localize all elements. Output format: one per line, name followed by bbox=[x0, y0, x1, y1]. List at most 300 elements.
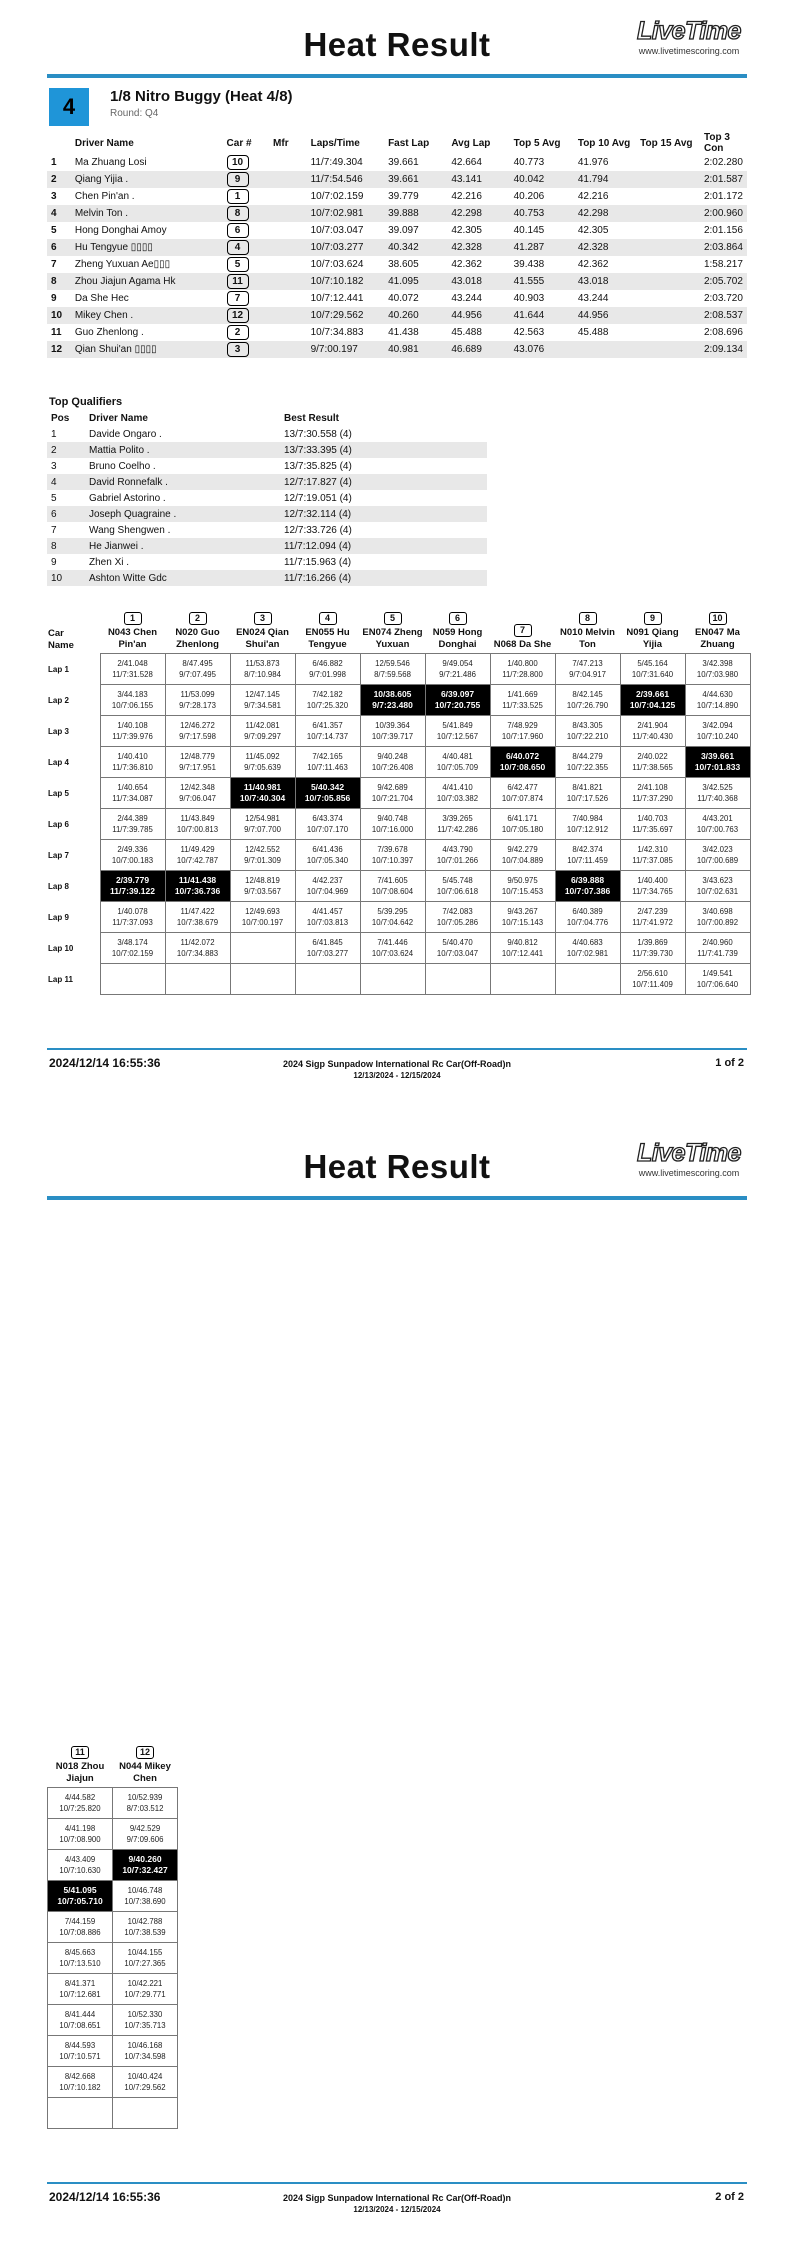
lap-position-time: 1/40.078 bbox=[117, 907, 148, 916]
lap-cell bbox=[425, 654, 490, 685]
lap-cell bbox=[620, 716, 685, 747]
car-driver-name: EN074 Zheng Yuxuan bbox=[362, 627, 423, 650]
lap-position-time: 6/39.097 bbox=[440, 689, 475, 699]
lap-cell bbox=[113, 1881, 178, 1912]
car-number-badge: 12 bbox=[136, 1746, 154, 1759]
top-qualifier-pos: 6 bbox=[47, 506, 85, 522]
lap-running-total: 11/7:28.800 bbox=[502, 670, 543, 679]
results-cell-top10: 42.305 bbox=[577, 225, 609, 236]
lap-cell bbox=[165, 778, 230, 809]
results-cell-pos: 1 bbox=[51, 157, 57, 168]
lap-cell bbox=[295, 964, 360, 995]
lap-position-time: 11/41.438 bbox=[178, 875, 217, 885]
lap-position-time: 4/44.630 bbox=[702, 690, 733, 699]
top-qualifier-best: 11/7:16.266 (4) bbox=[280, 570, 487, 586]
lap-cell bbox=[425, 902, 490, 933]
results-cell-top3con: 2:01.156 bbox=[703, 225, 743, 236]
lap-cell bbox=[490, 716, 555, 747]
lap-cell bbox=[685, 933, 750, 964]
top-qualifier-driver: David Ronnefalk . bbox=[85, 474, 280, 490]
results-cell-top3con: 2:03.864 bbox=[700, 239, 747, 256]
top-qualifier-row bbox=[47, 474, 487, 490]
logo-url: www.livetimescoring.com bbox=[638, 1168, 740, 1178]
lap-cell bbox=[425, 871, 490, 902]
car-number-badge: 9 bbox=[227, 172, 249, 187]
lap-running-total: 10/7:34.598 bbox=[124, 2052, 166, 2061]
results-cell-pos: 4 bbox=[47, 205, 71, 222]
results-cell-top5: 42.563 bbox=[513, 327, 545, 338]
results-cell-top5: 40.145 bbox=[513, 225, 545, 236]
lap-cell bbox=[113, 2098, 178, 2129]
lap-running-total: 11/7:37.290 bbox=[632, 794, 673, 803]
lap-times-table bbox=[47, 612, 751, 995]
results-cell-top3con: 2:02.280 bbox=[703, 157, 743, 168]
lap-position-time: 4/43.409 bbox=[64, 1855, 96, 1864]
lap-position-time: 11/40.981 bbox=[243, 782, 282, 792]
lap-running-total: 10/7:00.689 bbox=[696, 856, 739, 865]
lap-position-time: 6/42.477 bbox=[507, 783, 538, 792]
results-cell-top3con: 2:03.720 bbox=[703, 293, 743, 304]
lap-running-total: 10/7:04.125 bbox=[629, 700, 676, 710]
top-qualifier-driver: Ashton Witte Gdc bbox=[85, 570, 280, 586]
lap-row bbox=[47, 685, 750, 716]
lap-running-total: 10/7:32.427 bbox=[122, 1865, 168, 1875]
car-number-badge: 9 bbox=[644, 612, 662, 625]
lap-cell bbox=[295, 654, 360, 685]
lap-cell bbox=[48, 1974, 113, 2005]
lap-running-total: 9/7:17.951 bbox=[179, 763, 216, 772]
lap-position-time: 12/48.779 bbox=[180, 752, 215, 761]
lap-row bbox=[48, 1943, 178, 1974]
lap-position-time: 3/39.265 bbox=[442, 814, 473, 823]
top-qualifier-row bbox=[47, 570, 487, 586]
car-driver-name: EN055 Hu Tengyue bbox=[305, 627, 350, 650]
lap-cell bbox=[360, 933, 425, 964]
lap-cell bbox=[113, 1912, 178, 1943]
top-qualifier-driver: Bruno Coelho . bbox=[89, 460, 156, 472]
header-rule bbox=[47, 74, 747, 78]
lap-position-time: 3/42.398 bbox=[702, 659, 733, 668]
results-cell-top10: 42.328 bbox=[574, 239, 636, 256]
lap-running-total: 11/7:37.093 bbox=[112, 918, 153, 927]
car-number-badge: 8 bbox=[227, 206, 249, 221]
lap-cell bbox=[48, 2098, 113, 2129]
lap-running-total: 10/7:38.690 bbox=[124, 1897, 166, 1906]
lap-running-total: 10/7:21.704 bbox=[371, 794, 414, 803]
lap-header-row bbox=[47, 612, 750, 654]
lap-cell bbox=[295, 871, 360, 902]
lap-running-total: 11/7:42.286 bbox=[437, 825, 478, 834]
lap-cell bbox=[555, 933, 620, 964]
lap-cell bbox=[360, 840, 425, 871]
results-cell-top3con: 2:08.537 bbox=[700, 307, 747, 324]
lap-cell bbox=[100, 902, 165, 933]
lap-running-total: 10/7:00.813 bbox=[176, 825, 219, 834]
lap-label: Lap 7 bbox=[48, 850, 69, 860]
lap-cell bbox=[295, 902, 360, 933]
lap-position-time: 8/45.663 bbox=[64, 1948, 96, 1957]
results-cell-fast-lap: 38.605 bbox=[388, 259, 419, 270]
lap-running-total: 11/7:38.565 bbox=[632, 763, 673, 772]
lap-label: Lap 6 bbox=[48, 819, 69, 829]
lap-cell bbox=[100, 778, 165, 809]
results-cell-car bbox=[223, 154, 270, 171]
lap-position-time: 10/52.330 bbox=[127, 2010, 163, 2019]
results-cell-fast-lap: 39.779 bbox=[388, 191, 419, 202]
results-cell-laps-time: 10/7:02.159 bbox=[310, 191, 364, 202]
lap-cell bbox=[555, 716, 620, 747]
lap-cell bbox=[555, 840, 620, 871]
car-driver-name: N068 Da She bbox=[493, 639, 552, 650]
results-row bbox=[47, 154, 747, 171]
lap-position-time: 2/40.022 bbox=[637, 752, 668, 761]
car-number-badge: 3 bbox=[227, 342, 249, 357]
lap-cell bbox=[100, 716, 165, 747]
results-cell-fast-lap: 39.888 bbox=[384, 205, 447, 222]
lap-running-total: 10/7:11.459 bbox=[567, 856, 608, 865]
lap-cell bbox=[230, 964, 295, 995]
lap-position-time: 2/49.336 bbox=[117, 845, 148, 854]
results-cell-pos: 6 bbox=[47, 239, 71, 256]
lap-running-total: 10/7:14.737 bbox=[306, 732, 349, 741]
lap-running-total: 10/7:36.736 bbox=[174, 886, 221, 896]
lap-running-total: 10/7:15.143 bbox=[501, 918, 544, 927]
lap-running-total: 10/7:06.640 bbox=[696, 980, 739, 989]
lap-position-time: 1/40.410 bbox=[117, 752, 148, 761]
lap-cell bbox=[48, 2036, 113, 2067]
page-number: 1 of 2 bbox=[715, 1057, 744, 1069]
lap-position-time: 3/44.183 bbox=[117, 690, 148, 699]
top-qualifier-row bbox=[47, 538, 487, 554]
lap-running-total: 9/7:06.047 bbox=[179, 794, 216, 803]
lap-running-total: 11/7:33.525 bbox=[502, 701, 543, 710]
top-qualifier-best: 13/7:30.558 (4) bbox=[284, 428, 352, 440]
lap-position-time: 5/40.470 bbox=[442, 938, 473, 947]
lap-position-time: 7/39.678 bbox=[377, 845, 408, 854]
lap-cell bbox=[165, 716, 230, 747]
lap-position-time: 9/43.267 bbox=[507, 907, 538, 916]
lap-row bbox=[47, 964, 750, 995]
car-column-header bbox=[113, 1746, 178, 1788]
lap-position-time: 9/42.689 bbox=[377, 783, 408, 792]
results-cell-fast-lap: 41.095 bbox=[384, 273, 447, 290]
lap-position-time: 10/46.748 bbox=[127, 1886, 163, 1895]
top-qualifier-pos: 1 bbox=[51, 428, 57, 440]
top-qualifier-pos: 4 bbox=[47, 474, 85, 490]
lap-row bbox=[48, 1881, 178, 1912]
lap-row bbox=[48, 1819, 178, 1850]
results-cell-car bbox=[223, 222, 270, 239]
lap-position-time: 12/49.693 bbox=[245, 907, 280, 916]
lap-running-total: 11/7:39.730 bbox=[632, 949, 673, 958]
results-column-header: Car # bbox=[226, 137, 252, 149]
event-dates: 12/13/2024 - 12/15/2024 bbox=[353, 2205, 441, 2214]
lap-cell bbox=[425, 685, 490, 716]
lap-cell bbox=[360, 685, 425, 716]
results-cell-driver: Zhou Jiajun Agama Hk bbox=[71, 273, 223, 290]
results-column-header bbox=[47, 132, 71, 154]
lap-cell bbox=[48, 1912, 113, 1943]
results-cell-car bbox=[223, 341, 270, 358]
results-cell-pos: 5 bbox=[51, 225, 57, 236]
lap-running-total: 10/7:00.197 bbox=[241, 918, 284, 927]
top-qualifier-best: 13/7:33.395 (4) bbox=[280, 442, 487, 458]
results-cell-top15 bbox=[636, 171, 700, 188]
page-title: Heat Result bbox=[303, 1148, 491, 1185]
car-column-header bbox=[165, 612, 230, 654]
lap-position-time: 7/42.165 bbox=[312, 752, 343, 761]
lap-running-total: 9/7:34.581 bbox=[244, 701, 281, 710]
top-qualifier-pos: 7 bbox=[51, 524, 57, 536]
results-column-header: Top 5 Avg bbox=[513, 137, 561, 149]
lap-cell bbox=[295, 933, 360, 964]
results-cell-top15 bbox=[636, 341, 700, 358]
results-cell-top10: 44.956 bbox=[574, 307, 636, 324]
lap-running-total: 10/7:04.642 bbox=[371, 918, 414, 927]
lap-running-total: 11/7:39.976 bbox=[112, 732, 153, 741]
lap-position-time: 8/42.668 bbox=[64, 2072, 96, 2081]
results-cell-fast-lap: 39.661 bbox=[388, 157, 419, 168]
top-qualifiers-column-header: Best Result bbox=[284, 413, 340, 424]
results-cell-pos: 3 bbox=[51, 191, 57, 202]
car-number-badge: 6 bbox=[227, 223, 249, 238]
lap-running-total: 10/7:22.210 bbox=[566, 732, 609, 741]
lap-running-total: 9/7:21.486 bbox=[439, 670, 476, 679]
results-cell-driver: Hu Tengyue ▯▯▯▯ bbox=[71, 239, 223, 256]
lap-cell bbox=[360, 964, 425, 995]
lap-running-total: 10/7:07.874 bbox=[501, 794, 544, 803]
top-qualifier-row bbox=[47, 522, 487, 538]
results-row bbox=[47, 188, 747, 205]
lap-running-total: 10/7:04.969 bbox=[306, 887, 349, 896]
lap-cell bbox=[230, 840, 295, 871]
results-cell-top5: 40.753 bbox=[510, 205, 574, 222]
lap-position-time: 11/45.092 bbox=[245, 752, 280, 761]
lap-cell bbox=[295, 778, 360, 809]
lap-position-time: 1/49.541 bbox=[702, 969, 733, 978]
lap-cell bbox=[685, 902, 750, 933]
lap-position-time: 4/40.481 bbox=[442, 752, 473, 761]
results-cell-car bbox=[223, 188, 270, 205]
lap-row bbox=[48, 2036, 178, 2067]
results-cell-top5: 41.555 bbox=[510, 273, 574, 290]
lap-position-time: 12/42.348 bbox=[180, 783, 215, 792]
car-driver-name: N020 Guo Zhenlong bbox=[175, 627, 220, 650]
lap-cell bbox=[490, 871, 555, 902]
lap-cell bbox=[685, 871, 750, 902]
lap-running-total: 11/7:36.810 bbox=[112, 763, 153, 772]
lap-cell bbox=[230, 809, 295, 840]
lap-cell bbox=[620, 778, 685, 809]
results-cell-top10: 41.794 bbox=[574, 171, 636, 188]
lap-running-total: 10/7:03.813 bbox=[306, 918, 349, 927]
results-cell-car bbox=[223, 273, 270, 290]
lap-running-total: 9/7:09.297 bbox=[244, 732, 281, 741]
lap-cell bbox=[295, 809, 360, 840]
lap-position-time: 7/48.929 bbox=[507, 721, 538, 730]
lap-position-time: 7/42.083 bbox=[442, 907, 473, 916]
lap-running-total: 11/7:40.368 bbox=[697, 794, 738, 803]
lap-running-total: 11/7:40.430 bbox=[632, 732, 673, 741]
results-cell-top5: 40.042 bbox=[510, 171, 574, 188]
lap-cell bbox=[490, 747, 555, 778]
lap-running-total: 10/7:03.624 bbox=[371, 949, 414, 958]
lap-cell bbox=[165, 840, 230, 871]
lap-position-time: 12/46.272 bbox=[180, 721, 215, 730]
lap-running-total: 10/7:25.820 bbox=[59, 1804, 101, 1813]
lap-cell bbox=[165, 809, 230, 840]
lap-cell bbox=[620, 654, 685, 685]
lap-cell bbox=[685, 685, 750, 716]
footer-event bbox=[0, 1059, 794, 1080]
results-cell-top3con: 2:09.134 bbox=[700, 341, 747, 358]
lap-running-total: 10/7:10.182 bbox=[59, 2083, 101, 2092]
lap-row bbox=[47, 840, 750, 871]
lap-running-total: 10/7:05.709 bbox=[436, 763, 479, 772]
lap-cell bbox=[230, 778, 295, 809]
lap-cell bbox=[555, 685, 620, 716]
lap-position-time: 9/40.248 bbox=[377, 752, 408, 761]
lap-running-total: 10/7:08.651 bbox=[59, 2021, 101, 2030]
lap-running-total: 9/7:17.598 bbox=[179, 732, 216, 741]
event-name: 2024 Sigp Sunpadow International Rc Car(Off-Road)n bbox=[282, 2193, 512, 2203]
car-number-badge: 4 bbox=[227, 240, 249, 255]
lap-cell bbox=[295, 685, 360, 716]
top-qualifier-driver: Gabriel Astorino . bbox=[89, 492, 166, 504]
results-cell-top15 bbox=[636, 239, 700, 256]
lap-position-time: 8/41.821 bbox=[572, 783, 603, 792]
results-column-header: Mfr bbox=[273, 137, 289, 149]
results-cell-laps-time: 10/7:29.562 bbox=[307, 307, 384, 324]
lap-position-time: 10/42.221 bbox=[127, 1979, 163, 1988]
lap-running-total: 10/7:12.441 bbox=[501, 949, 544, 958]
lap-running-total: 9/7:05.639 bbox=[244, 763, 281, 772]
lap-running-total: 10/7:16.000 bbox=[371, 825, 414, 834]
lap-running-total: 10/7:02.631 bbox=[696, 887, 739, 896]
lap-position-time: 1/40.703 bbox=[637, 814, 668, 823]
lap-cell bbox=[100, 654, 165, 685]
lap-cell bbox=[425, 840, 490, 871]
lap-running-total: 10/7:06.155 bbox=[111, 701, 154, 710]
lap-cell bbox=[555, 778, 620, 809]
lap-running-total: 10/7:39.717 bbox=[371, 732, 414, 741]
results-cell-top15 bbox=[636, 154, 700, 171]
lap-cell bbox=[555, 964, 620, 995]
results-cell-car bbox=[223, 256, 270, 273]
lap-running-total: 10/7:02.159 bbox=[111, 949, 154, 958]
lap-running-total: 10/7:13.510 bbox=[59, 1959, 101, 1968]
lap-running-total: 10/7:29.771 bbox=[124, 1990, 166, 1999]
car-driver-name: N043 Chen Pin'an bbox=[107, 627, 158, 650]
car-number-badge: 11 bbox=[227, 274, 249, 289]
lap-cell bbox=[425, 747, 490, 778]
lap-position-time: 1/41.669 bbox=[507, 690, 538, 699]
lap-position-time: 11/47.422 bbox=[180, 907, 215, 916]
results-cell-fast-lap: 39.661 bbox=[384, 171, 447, 188]
results-cell-top15 bbox=[636, 290, 700, 307]
results-cell-mfr bbox=[269, 222, 307, 239]
results-cell-avg-lap: 44.956 bbox=[447, 307, 509, 324]
top-qualifier-best: 12/7:19.051 (4) bbox=[284, 492, 352, 504]
lap-cell bbox=[230, 902, 295, 933]
top-qualifier-pos: 5 bbox=[51, 492, 57, 504]
car-number-badge: 2 bbox=[189, 612, 207, 625]
results-cell-avg-lap: 45.488 bbox=[451, 327, 482, 338]
results-cell-driver: Melvin Ton . bbox=[71, 205, 223, 222]
lap-position-time: 12/47.145 bbox=[245, 690, 280, 699]
lap-row bbox=[48, 1850, 178, 1881]
lap-cell bbox=[48, 2067, 113, 2098]
top-qualifier-pos: 9 bbox=[51, 556, 57, 568]
results-cell-fast-lap: 40.342 bbox=[384, 239, 447, 256]
car-name-header bbox=[47, 612, 100, 654]
lap-running-total: 10/7:03.382 bbox=[436, 794, 479, 803]
lap-position-time: 3/48.174 bbox=[117, 938, 148, 947]
results-cell-top10: 43.018 bbox=[574, 273, 636, 290]
results-cell-fast-lap: 40.072 bbox=[388, 293, 419, 304]
lap-cell bbox=[100, 809, 165, 840]
results-cell-top3con: 2:08.696 bbox=[703, 327, 743, 338]
lap-position-time: 10/40.424 bbox=[127, 2072, 163, 2081]
lap-cell bbox=[48, 2005, 113, 2036]
lap-label: Lap 5 bbox=[48, 788, 69, 798]
lap-position-time: 9/50.975 bbox=[507, 876, 538, 885]
lap-running-total: 9/7:09.606 bbox=[126, 1835, 164, 1844]
lap-cell bbox=[425, 778, 490, 809]
top-qualifier-best: 12/7:32.114 (4) bbox=[280, 506, 487, 522]
logo-text: LiveTime bbox=[637, 1139, 741, 1167]
lap-cell bbox=[165, 964, 230, 995]
car-driver-name: N044 Mikey Chen bbox=[119, 1761, 171, 1784]
footer-rule bbox=[47, 1048, 747, 1050]
results-cell-mfr bbox=[269, 256, 307, 273]
results-cell-driver: Da She Hec bbox=[74, 293, 129, 304]
results-cell-avg-lap: 43.244 bbox=[451, 293, 482, 304]
lap-running-total: 11/7:41.972 bbox=[632, 918, 673, 927]
results-cell-car bbox=[223, 171, 270, 188]
lap-running-total: 10/7:25.320 bbox=[306, 701, 349, 710]
results-cell-mfr bbox=[269, 290, 307, 307]
lap-running-total: 10/7:38.679 bbox=[176, 918, 219, 927]
lap-running-total: 10/7:08.886 bbox=[59, 1928, 101, 1937]
lap-cell bbox=[360, 747, 425, 778]
lap-cell bbox=[48, 1788, 113, 1819]
lap-position-time: 7/47.213 bbox=[572, 659, 603, 668]
results-row bbox=[47, 273, 747, 290]
results-cell-avg-lap: 42.328 bbox=[447, 239, 509, 256]
car-column-header bbox=[425, 612, 490, 654]
top-qualifiers-column-header: Pos bbox=[51, 413, 70, 424]
results-row bbox=[47, 239, 747, 256]
lap-label: Lap 2 bbox=[48, 695, 69, 705]
results-cell-top5: 40.903 bbox=[513, 293, 545, 304]
lap-running-total: 10/7:03.277 bbox=[306, 949, 349, 958]
results-cell-top15 bbox=[636, 256, 700, 273]
lap-position-time: 6/46.882 bbox=[312, 659, 343, 668]
lap-cell bbox=[620, 840, 685, 871]
lap-position-time: 2/41.904 bbox=[637, 721, 668, 730]
lap-running-total: 10/7:12.912 bbox=[566, 825, 609, 834]
lap-position-time: 6/40.072 bbox=[505, 751, 540, 761]
results-cell-driver: Zheng Yuxuan Ae▯▯▯ bbox=[74, 259, 171, 270]
lap-cell bbox=[620, 747, 685, 778]
car-number-badge: 5 bbox=[227, 257, 249, 272]
lap-position-time: 4/42.237 bbox=[312, 876, 343, 885]
lap-position-time: 2/39.661 bbox=[635, 689, 670, 699]
lap-cell bbox=[490, 778, 555, 809]
lap-header-row bbox=[48, 1746, 178, 1788]
lap-position-time: 12/59.546 bbox=[375, 659, 410, 668]
